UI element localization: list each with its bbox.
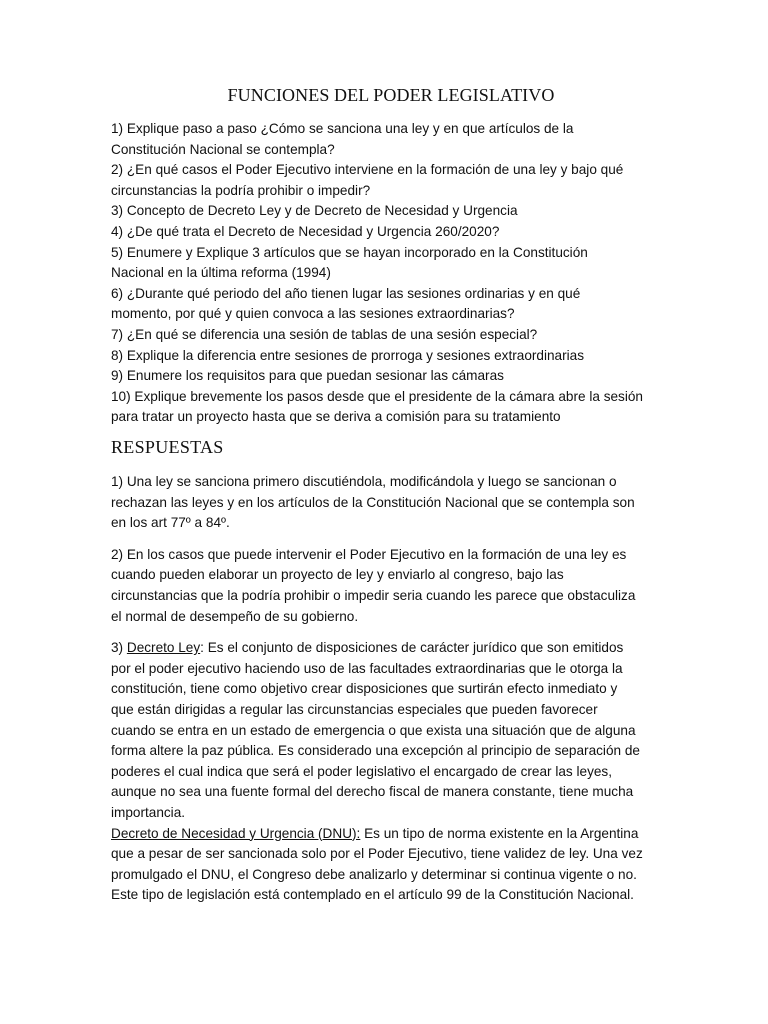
answer-line: en los art 77º a 84º.	[111, 515, 230, 531]
questions-list	[111, 119, 671, 428]
answer-text: : Es el conjunto de disposiciones de carácter jurídico que son emitidos	[200, 640, 624, 656]
term-dnu: Decreto de Necesidad y Urgencia (DNU):	[111, 825, 361, 841]
answer-line: 2) En los casos que puede intervenir el Poder Ejecutivo en la formación de una ley es	[111, 546, 627, 562]
answers-section	[111, 472, 671, 906]
question-line: 6) ¿Durante qué periodo del año tienen lugar las sesiones ordinarias y en qué	[111, 285, 581, 301]
question-line: 9) Enumere los requisitos para que puedan sesionar las cámaras	[111, 368, 504, 384]
question-line: circunstancias la podría prohibir o impedir?	[111, 182, 371, 198]
question-line: 1) Explique paso a paso ¿Cómo se sanciona una ley y en que artículos de la	[111, 121, 574, 136]
answer-line: por el poder ejecutivo haciendo uso de las facultades extraordinarias que le otorga la	[111, 660, 623, 676]
answer-line: que están dirigidas a regular las circunstancias especiales que pueden favorecer	[111, 701, 598, 717]
answer-line	[111, 824, 671, 845]
answer-line: poderes el cual indica que será el poder legislativo el encargado de crear las leyes,	[111, 763, 613, 779]
question-line: 8) Explique la diferencia entre sesiones de prorroga y sesiones extraordinarias	[111, 347, 585, 363]
answer-line: constitución, tiene como objetivo crear disposiciones que surtirán efecto inmediato y	[111, 681, 618, 697]
answer-line: cuando se entra en un estado de emergencia o que exista una situación que de alguna	[111, 722, 636, 738]
question-line: momento, por qué y quien convoca a las sesiones extraordinarias?	[111, 306, 515, 322]
question-line: 5) Enumere y Explique 3 artículos que se hayan incorporado en la Constitución	[111, 244, 588, 260]
answer-line: Este tipo de legislación está contemplado en el artículo 99 de la Constitución Nacional.	[111, 887, 634, 903]
question-line: 10) Explique brevemente los pasos desde que el presidente de la cámara abre la sesión	[111, 388, 643, 404]
answer-line: cuando pueden elaborar un proyecto de ley y enviarlo al congreso, bajo las	[111, 567, 564, 583]
answer-line: el normal de desempeño de su gobierno.	[111, 608, 359, 624]
answer-line	[111, 638, 671, 659]
answer-text: Es un tipo de norma existente en la Argentina	[360, 825, 639, 841]
answer-3	[111, 638, 671, 906]
answer-line: que a pesar de ser sancionada solo por el Poder Ejecutivo, tiene validez de ley. Una vez	[111, 846, 643, 862]
answer-1	[111, 472, 671, 534]
answer-line: rechazan las leyes y en los artículos de la Constitución Nacional que se contempla son	[111, 494, 635, 510]
question-line: 4) ¿De qué trata el Decreto de Necesidad y Urgencia 260/2020?	[111, 223, 500, 239]
term-decreto-ley: Decreto Ley	[126, 640, 201, 656]
answer-2	[111, 545, 671, 627]
question-line: 2) ¿En qué casos el Poder Ejecutivo interviene en la formación de una ley y bajo qué	[111, 162, 624, 178]
answer-line: promulgado el DNU, el Congreso debe analizarlo y determinar si continua vigente o no.	[111, 866, 637, 882]
question-line: 7) ¿En qué se diferencia una sesión de tablas de una sesión especial?	[111, 326, 538, 342]
answer-line: importancia.	[111, 804, 186, 820]
answer-line: aunque no sea una fuente formal del derecho fiscal de manera constante, tiene mucha	[111, 784, 634, 800]
question-line: para tratar un proyecto hasta que se deriva a comisión para su tratamiento	[111, 409, 561, 425]
question-line: Nacional en la última reforma (1994)	[111, 265, 331, 281]
answer-line: 1) Una ley se sanciona primero discutiéndola, modificándola y luego se sancionan o	[111, 474, 617, 489]
question-line: Constitución Nacional se contempla?	[111, 141, 335, 157]
question-line: 3) Concepto de Decreto Ley y de Decreto de Necesidad y Urgencia	[111, 203, 518, 219]
document-title: FUNCIONES DEL PODER LEGISLATIVO	[227, 85, 555, 105]
respuestas-heading: RESPUESTAS	[111, 437, 224, 457]
answer-number: 3)	[111, 640, 127, 656]
answer-line: circunstancias que la podría prohibir o impedir seria cuando les parece que obstaculiza	[111, 587, 636, 603]
answer-line: forma altere la paz pública. Es considerado una excepción al principio de separación de	[111, 743, 640, 759]
